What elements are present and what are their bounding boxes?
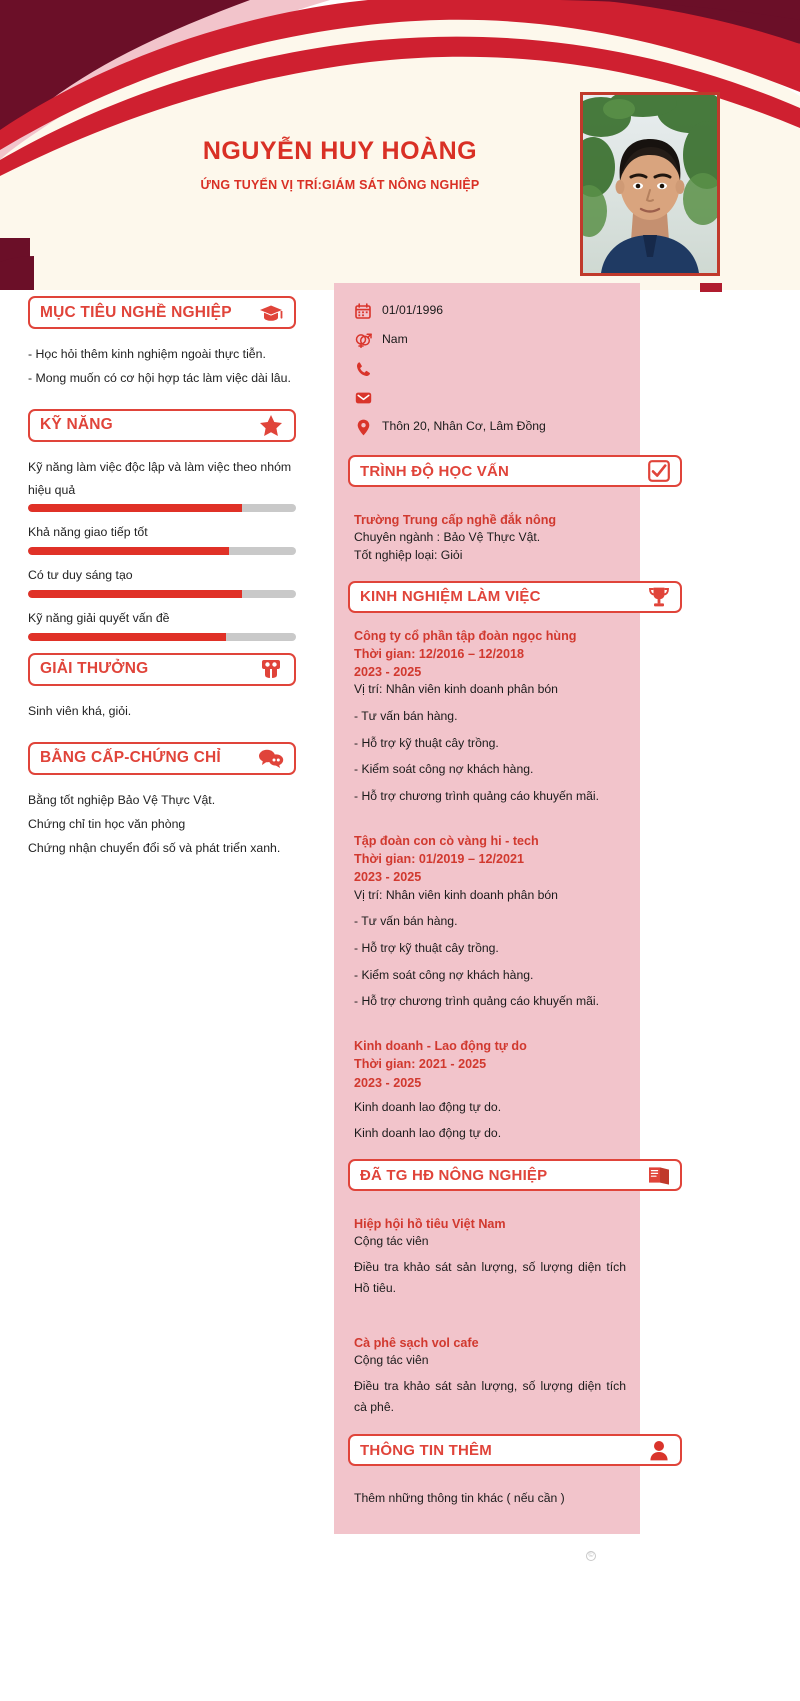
- awards-line-1: Sinh viên khá, giỏi.: [28, 703, 132, 718]
- header-text-block: [60, 138, 620, 193]
- education-major: Chuyên ngành : Bảo Vệ Thực Vật.: [354, 530, 541, 545]
- location-pin-icon: [354, 418, 372, 436]
- contact-row-email: [354, 386, 626, 410]
- skill-label: Có tư duy sáng tạo: [28, 568, 133, 583]
- skill-item: [28, 564, 296, 598]
- certificates-body: [28, 789, 296, 861]
- experience-duty: - Hỗ trợ kỹ thuật cây trồng.: [354, 940, 499, 955]
- experience-entry: [354, 832, 626, 1011]
- star-icon: [258, 413, 284, 437]
- certificate-line-2: Chứng chỉ tin học văn phòng: [28, 816, 186, 831]
- agriculture-desc: Điều tra khảo sát sản lượng, số lượng diện tích Hồ tiêu.: [354, 1260, 626, 1296]
- right-column: [334, 283, 640, 1534]
- contact-value-address: Thôn 20, Nhân Cơ, Lâm Đồng: [382, 419, 546, 434]
- page-title: NGUYỄN HUY HOÀNG: [202, 137, 478, 165]
- skill-label: Kỹ năng làm việc độc lập và làm việc theo nhóm hiệu quả: [28, 459, 292, 497]
- avatar: [580, 92, 720, 276]
- education-school: Trường Trung cấp nghề đắk nông: [354, 513, 557, 527]
- left-column: [28, 296, 296, 878]
- education-grade: Tốt nghiệp loại: Giỏi: [354, 547, 463, 562]
- section-header-agriculture: [348, 1159, 682, 1191]
- phone-icon: [354, 360, 372, 378]
- experience-entry: [354, 627, 626, 806]
- experience-duty: - Tư vấn bán hàng.: [354, 914, 458, 929]
- agriculture-org: Hiệp hội hồ tiêu Việt Nam: [354, 1217, 506, 1232]
- experience-period-secondary: 2023 - 2025: [354, 1075, 422, 1090]
- experience-duty: - Hỗ trợ chương trình quảng cáo khuyến mãi.: [354, 789, 599, 804]
- certificate-line-1: Bằng tốt nghiệp Bảo Vệ Thực Vật.: [28, 792, 216, 807]
- trophy-medal-icon: [258, 657, 284, 681]
- experience-company: Tập đoàn con cò vàng hi - tech: [354, 833, 539, 848]
- experience-role: Kinh doanh lao động tự do.: [354, 1099, 502, 1114]
- skill-item: [28, 456, 296, 512]
- calendar-icon: [354, 302, 372, 320]
- objective-line-1: - Học hỏi thêm kinh nghiệm ngoài thực tiễn.: [28, 347, 266, 361]
- section-header-awards: [28, 653, 296, 686]
- experience-company: Công ty cổ phần tập đoàn ngọc hùng: [354, 628, 577, 643]
- skill-item: [28, 607, 296, 641]
- section-header-certificates: [28, 742, 296, 775]
- experience-role: Vị trí: Nhân viên kinh doanh phân bón: [354, 887, 558, 902]
- contact-block: [354, 299, 626, 439]
- agriculture-desc: Điều tra khảo sát sản lượng, số lượng diện tích cà phê.: [354, 1378, 626, 1415]
- section-header-education: [348, 455, 682, 487]
- contact-value-gender: Nam: [382, 332, 408, 347]
- section-header-objective: [28, 296, 296, 329]
- gender-icon: [354, 331, 372, 349]
- experience-duty: - Tư vấn bán hàng.: [354, 709, 458, 724]
- skill-bar: [28, 633, 296, 641]
- experience-entry: [354, 1037, 626, 1143]
- section-title-skills: KỸ NĂNG: [40, 416, 113, 434]
- section-title-awards: GIẢI THƯỞNG: [40, 660, 149, 678]
- section-header-skills: [28, 409, 296, 442]
- additional-line-1: Thêm những thông tin khác ( nếu cần ): [354, 1491, 565, 1506]
- footer-mark: ©: [586, 1551, 596, 1561]
- experience-duty: Kinh doanh lao động tự do.: [354, 1126, 502, 1141]
- skill-bar: [28, 547, 296, 555]
- contact-value-birthdate: 01/01/1996: [382, 303, 443, 318]
- contact-row-birthdate: [354, 299, 626, 323]
- experience-duty: - Kiểm soát công nợ khách hàng.: [354, 762, 534, 777]
- person-icon: [646, 1438, 672, 1462]
- experience-duty: - Hỗ trợ kỹ thuật cây trồng.: [354, 735, 499, 750]
- experience-period-secondary: 2023 - 2025: [354, 870, 422, 885]
- experience-role: Vị trí: Nhân viên kinh doanh phân bón: [354, 682, 558, 697]
- experience-duty: - Kiểm soát công nợ khách hàng.: [354, 967, 534, 982]
- section-header-additional: [348, 1434, 682, 1466]
- section-title-education: TRÌNH ĐỘ HỌC VẤN: [360, 462, 510, 480]
- objective-line-2: - Mong muốn có cơ hội hợp tác làm việc dài lâu.: [28, 370, 291, 385]
- contact-row-address: [354, 415, 626, 439]
- section-title-certificates: BẰNG CẤP-CHỨNG CHỈ: [40, 749, 221, 767]
- skills-body: [28, 456, 296, 641]
- skill-item: [28, 521, 296, 555]
- agriculture-entry: [354, 1334, 626, 1419]
- awards-body: [28, 700, 296, 724]
- experience-period: Thời gian: 12/2016 – 12/2018: [354, 646, 524, 661]
- contact-row-gender: [354, 328, 626, 352]
- experience-period-secondary: 2023 - 2025: [354, 665, 422, 680]
- contact-row-phone: [354, 357, 626, 381]
- skill-label: Kỹ năng giải quyết vấn đề: [28, 610, 170, 625]
- experience-period: Thời gian: 2021 - 2025: [354, 1057, 487, 1072]
- agriculture-org: Cà phê sạch vol cafe: [354, 1335, 479, 1350]
- objective-body: [28, 343, 296, 391]
- certificate-line-3: Chứng nhận chuyển đổi số và phát triển xanh.: [28, 840, 281, 855]
- trophy-icon: [646, 585, 672, 609]
- experience-duty: - Hỗ trợ chương trình quảng cáo khuyến mãi.: [354, 994, 599, 1009]
- skill-bar-fill: [28, 590, 242, 598]
- skill-bar-fill: [28, 633, 226, 641]
- section-header-experience: [348, 581, 682, 613]
- skill-label: Khả năng giao tiếp tốt: [28, 525, 148, 540]
- skill-bar: [28, 590, 296, 598]
- chat-bubbles-icon: [258, 746, 284, 770]
- education-entry: [354, 511, 626, 565]
- email-icon: [354, 389, 372, 407]
- skill-bar-fill: [28, 504, 242, 512]
- section-title-agriculture: ĐÃ TG HĐ NÔNG NGHIỆP: [360, 1166, 548, 1184]
- experience-period: Thời gian: 01/2019 – 12/2021: [354, 852, 524, 867]
- agriculture-role: Cộng tác viên: [354, 1234, 429, 1249]
- checkbox-check-icon: [646, 459, 672, 483]
- skill-bar: [28, 504, 296, 512]
- applied-position: ỨNG TUYỂN VỊ TRÍ:GIÁM SÁT NÔNG NGHIỆP: [200, 177, 480, 192]
- experience-company: Kinh doanh - Lao động tự do: [354, 1039, 527, 1053]
- graduation-cap-icon: [258, 301, 284, 325]
- skill-bar-fill: [28, 547, 229, 555]
- section-title-experience: KINH NGHIỆM LÀM VIỆC: [360, 588, 541, 606]
- agriculture-entry: [354, 1215, 626, 1300]
- section-title-additional: THÔNG TIN THÊM: [360, 1441, 492, 1459]
- agriculture-role: Cộng tác viên: [354, 1353, 429, 1367]
- section-title-objective: MỤC TIÊU NGHỀ NGHIỆP: [40, 303, 232, 321]
- corner-accent: [700, 283, 722, 292]
- book-icon: [646, 1163, 672, 1187]
